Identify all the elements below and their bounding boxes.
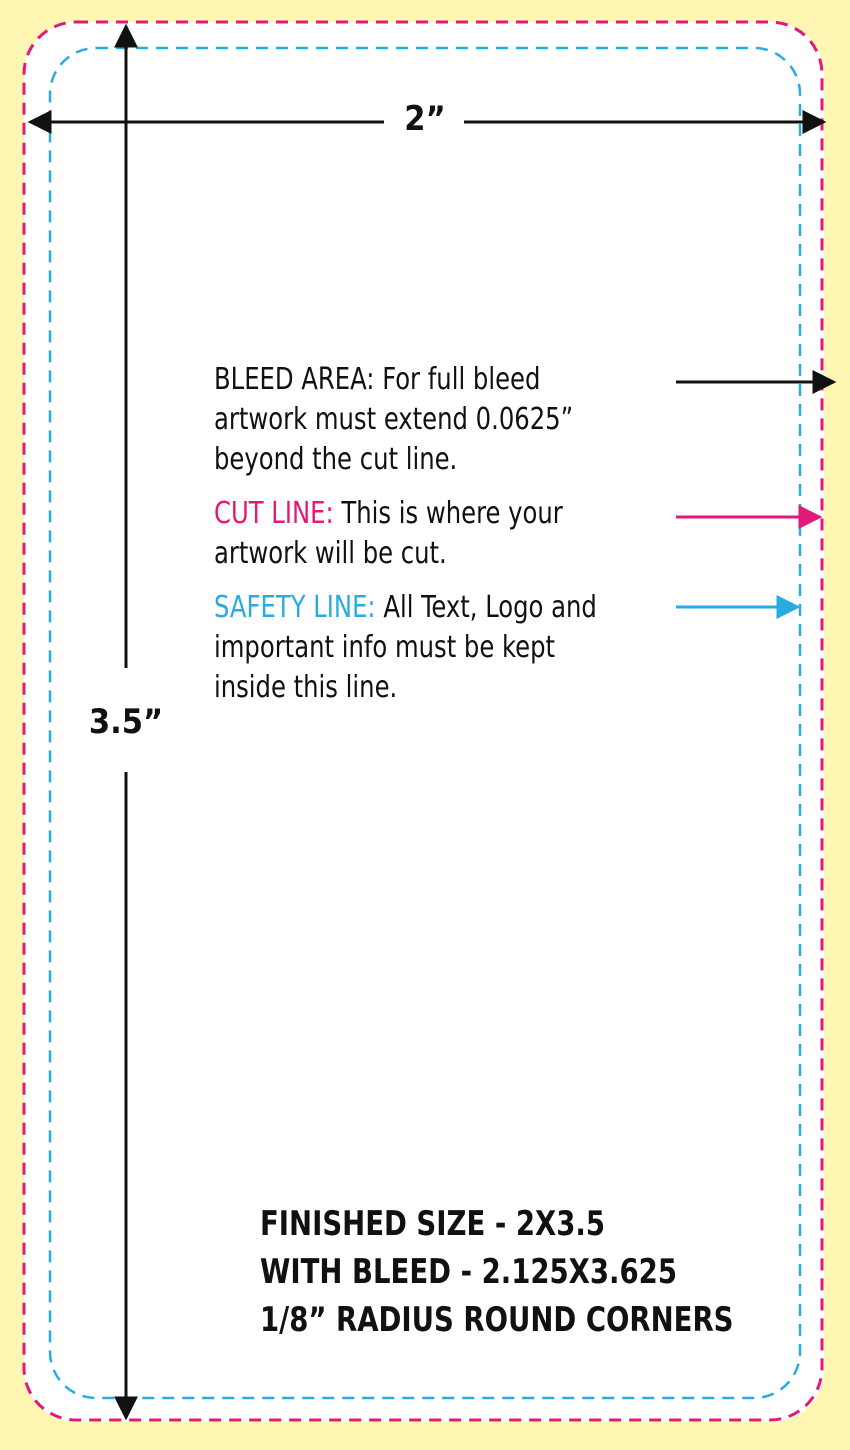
- spec-finished-size: FINISHED SIZE - 2X3.5: [260, 1204, 606, 1244]
- legend-bleed-area: [214, 360, 610, 480]
- bleed-area-description: For full bleed artwork must extend 0.0625” beyond the cut line.: [214, 362, 574, 477]
- cut-line-description: This is where your artwork will be cut.: [214, 496, 563, 571]
- width-dimension-label: 2”: [386, 98, 464, 140]
- safety-line-term: SAFETY LINE:: [214, 590, 376, 625]
- height-dimension-label: 3.5”: [86, 700, 166, 744]
- spec-with-bleed: WITH BLEED - 2.125X3.625: [260, 1252, 677, 1292]
- safety-line-description: All Text, Logo and important info must be kept inside this line.: [214, 590, 597, 705]
- bleed-area-term: BLEED AREA:: [214, 362, 375, 397]
- cut-line-term: CUT LINE:: [214, 496, 334, 531]
- legend-safety-line: [214, 588, 610, 708]
- legend-cut-line: [214, 494, 610, 574]
- spec-round-corners: 1/8” RADIUS ROUND CORNERS: [260, 1300, 734, 1340]
